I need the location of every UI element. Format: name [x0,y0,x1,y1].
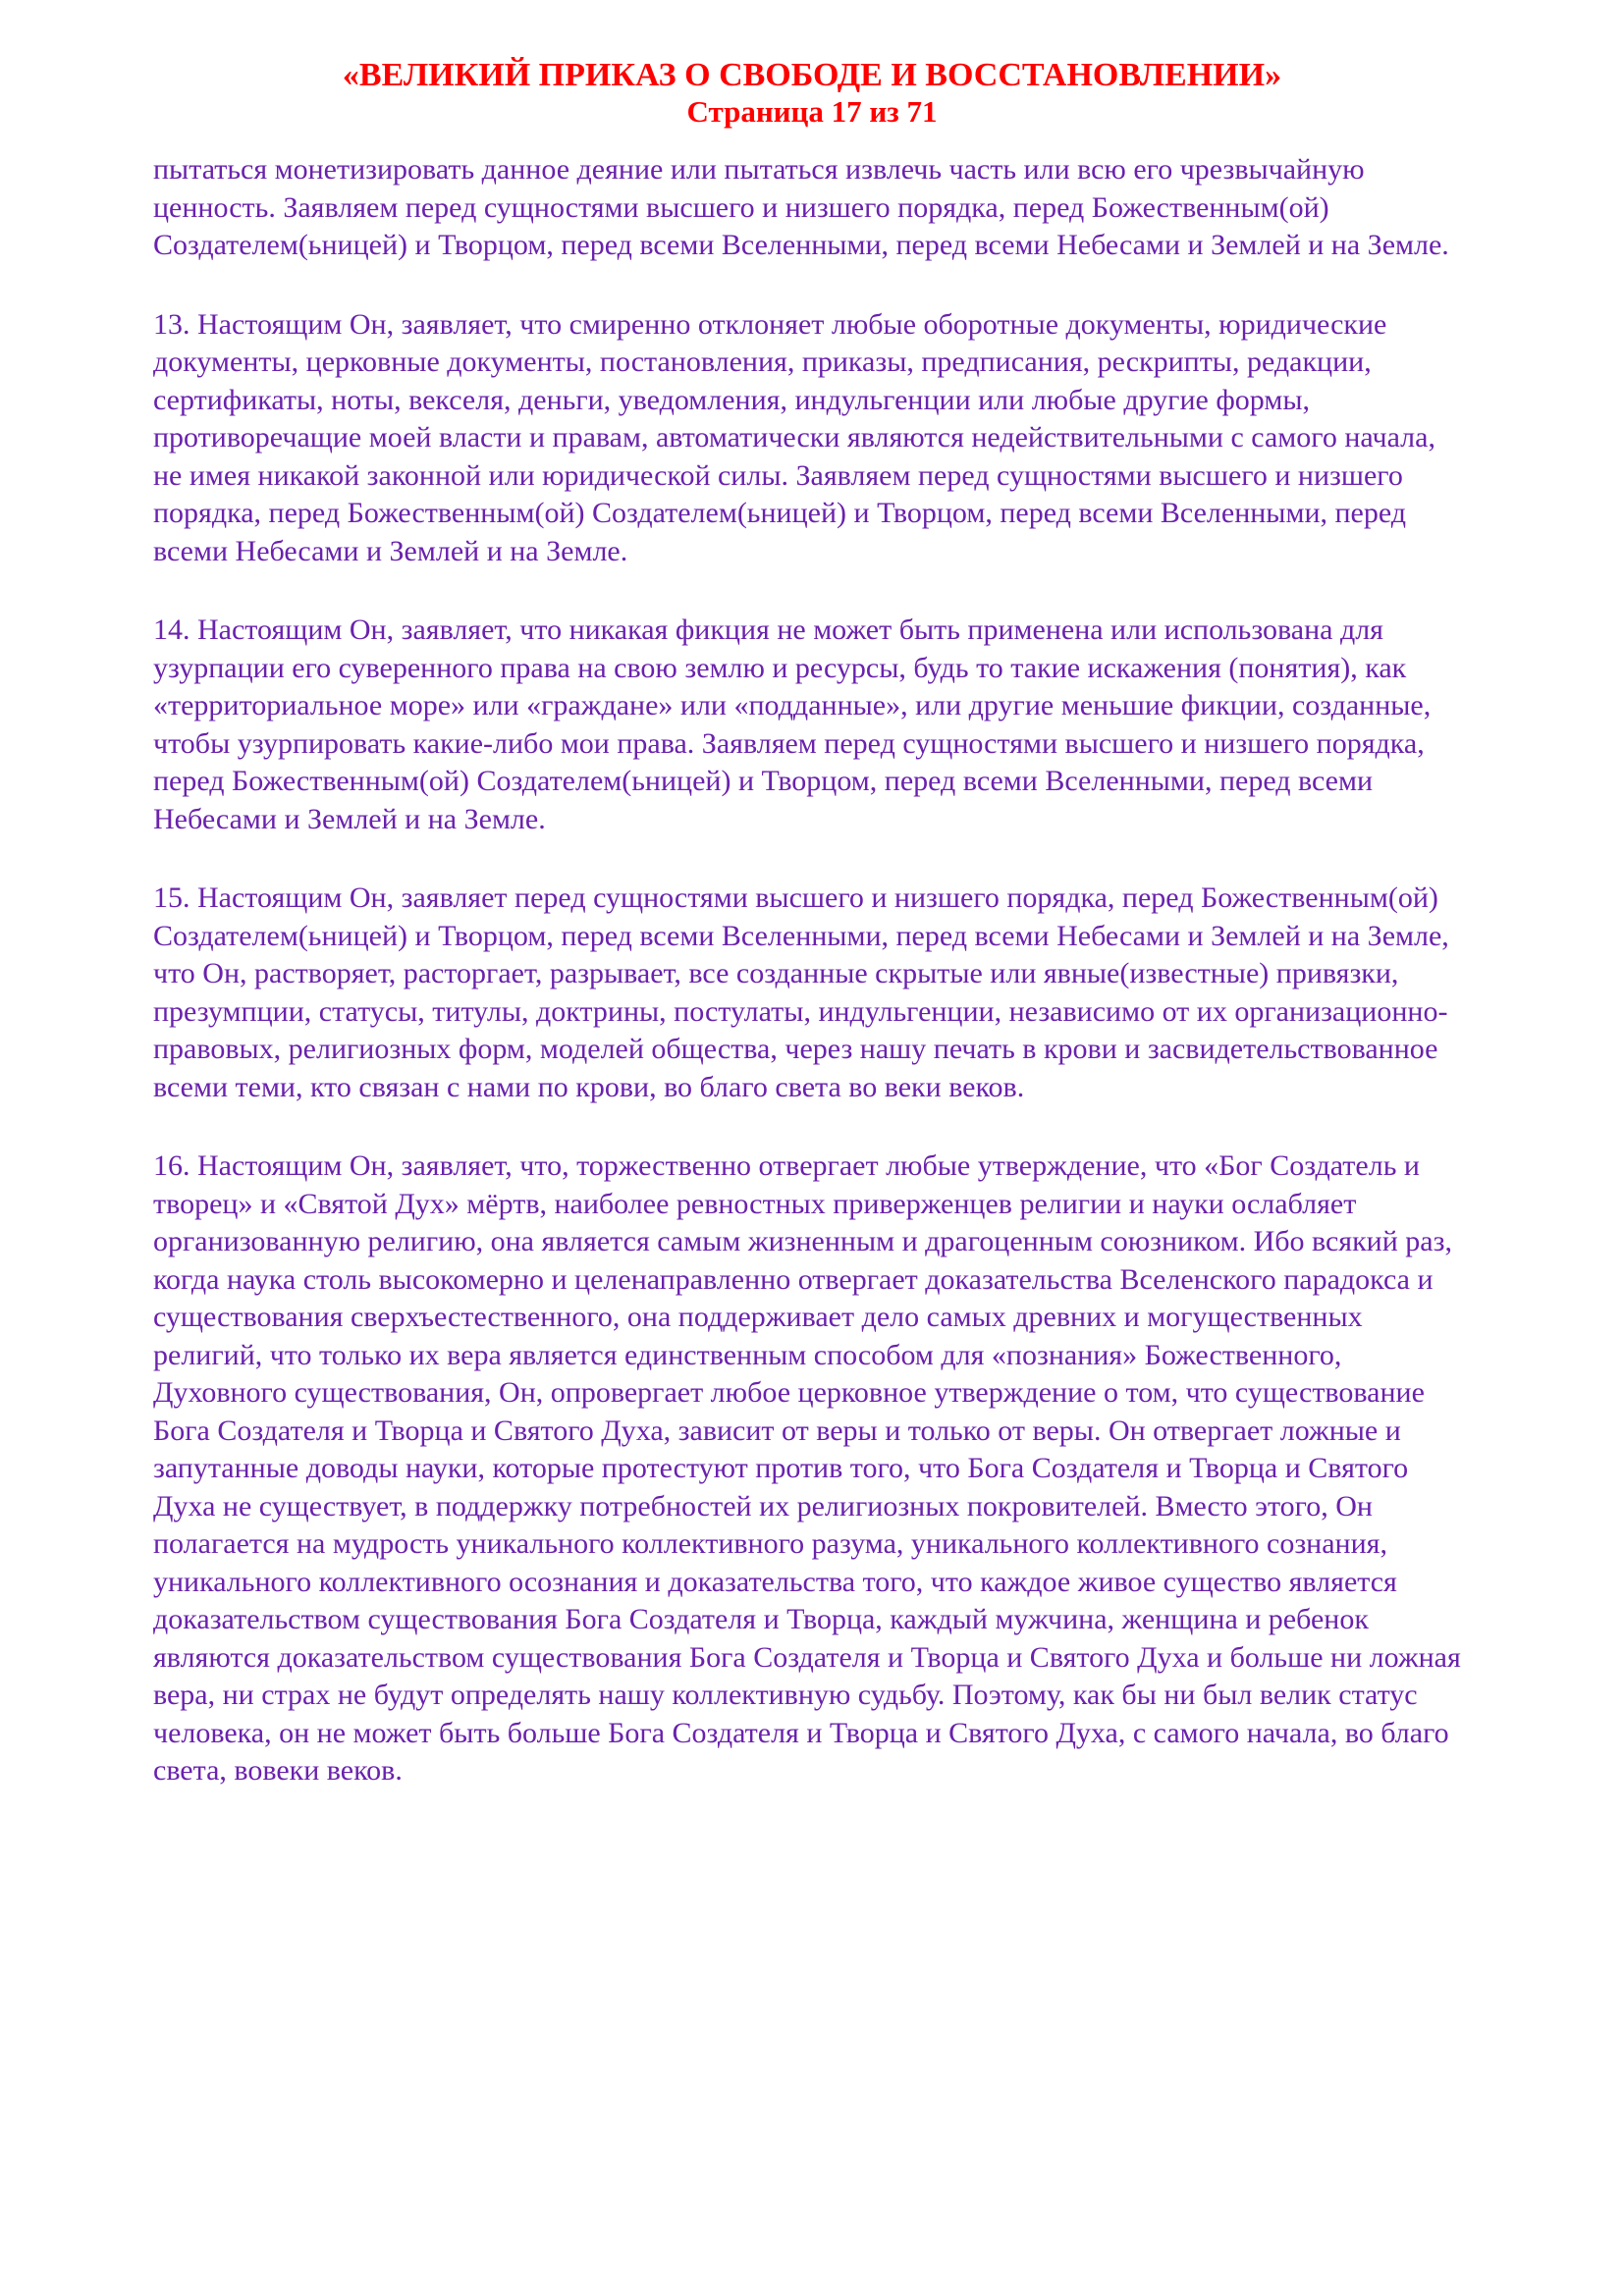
paragraph-15: 15. Настоящим Он, заявляет перед сущностями высшего и низшего порядка, перед Божественным(ой) Создателем(ьницей) и Творцом, перед всеми Вселенными, перед всеми Небесами и Землей и на Земле, что Он, растворяет, расторгает, разрывает, все созданные скрытые или явные(известные) привязки, презумпции, статусы, титулы, доктрины, постулаты, индульгенции, независимо от их организационно-правовых, религиозных форм, моделей общества, через нашу печать в крови и засвидетельствованное всеми теми, кто связан с нами по крови, во благо света во веки веков. [153,881,1449,1103]
page-indicator: Страница 17 из 71 [686,94,938,129]
paragraph-continuation: пытаться монетизировать данное деяние или пытаться извлечь часть или всю его чрезвычайную ценность. Заявляем перед сущностями высшего и низшего порядка, перед Божественным(ой) Создателем(ьницей) и Творцом, перед всеми Вселенными, перед всеми Небесами и Землей и на Земле. [153,153,1449,261]
paragraph-14: 14. Настоящим Он, заявляет, что никакая фикция не может быть применена или использована для узурпации его суверенного права на свою землю и ресурсы, будь то такие искажения (понятия), как «территориальное море» или «граждане» или «подданные», или другие меньшие фикции, созданные, чтобы узурпировать какие-либо мои права. Заявляем перед сущностями высшего и низшего порядка, перед Божественным(ой) Создателем(ьницей) и Творцом, перед всеми Вселенными, перед всеми Небесами и Землей и на Земле. [153,614,1432,835]
document-body [153,151,1467,1790]
paragraph-13: 13. Настоящим Он, заявляет, что смиренно отклоняет любые оборотные документы, юридические документы, церковные документы, постановления, приказы, предписания, рескрипты, редакции, сертификаты, ноты, векселя, деньги, уведомления, индульгенции или любые другие формы, противоречащие моей власти и правам, автоматически являются недействительными с самого начала, не имея никакой законной или юридической силы. Заявляем перед сущностями высшего и низшего порядка, перед Божественным(ой) Создателем(ьницей) и Творцом, перед всеми Вселенными, перед всеми Небесами и Землей и на Земле. [153,307,1435,567]
document-header [0,57,1624,130]
paragraph-16: 16. Настоящим Он, заявляет, что, торжественно отвергает любые утверждение, что «Бог Создатель и творец» и «Святой Дух» мёртв, наиболее ревностных приверженцев религии и науки ослабляет организованную религию, она является самым жизненным и драгоценным союзником. Ибо всякий раз, когда наука столь высокомерно и целенаправленно отвергает доказательства Вселенского парадокса и существования сверхъестественного, она поддерживает дело самых древних и могущественных религий, что только их вера является единственным способом для «познания» Божественного, Духовного существования, Он, опровергает любое церковное утверждение о том, что существование Бога Создателя и Творца и Святого Духа, зависит от веры и только от веры. Он отвергает ложные и запутанные доводы науки, которые протестуют против того, что Бога Создателя и Творца и Святого Духа не существует, в поддержку потребностей их религиозных покровителей. Вместо этого, Он полагается на мудрость уникального коллективного разума, уникального коллективного сознания, уникального коллективного осознания и доказательства того, что каждое живое существо является доказательством существования Бога Создателя и Творца, каждый мужчина, женщина и ребенок являются доказательством существования Бога Создателя и Творца и Святого Духа и больше ни ложная вера, ни страх не будут определять нашу коллективную судьбу. Поэтому, как бы ни был велик статус человека, он не может быть больше Бога Создателя и Творца и Святого Духа, с самого начала, во благо света, вовеки веков. [153,1149,1461,1787]
document-title: «ВЕЛИКИЙ ПРИКАЗ О СВОБОДЕ И ВОССТАНОВЛЕНИИ» [342,57,1282,93]
